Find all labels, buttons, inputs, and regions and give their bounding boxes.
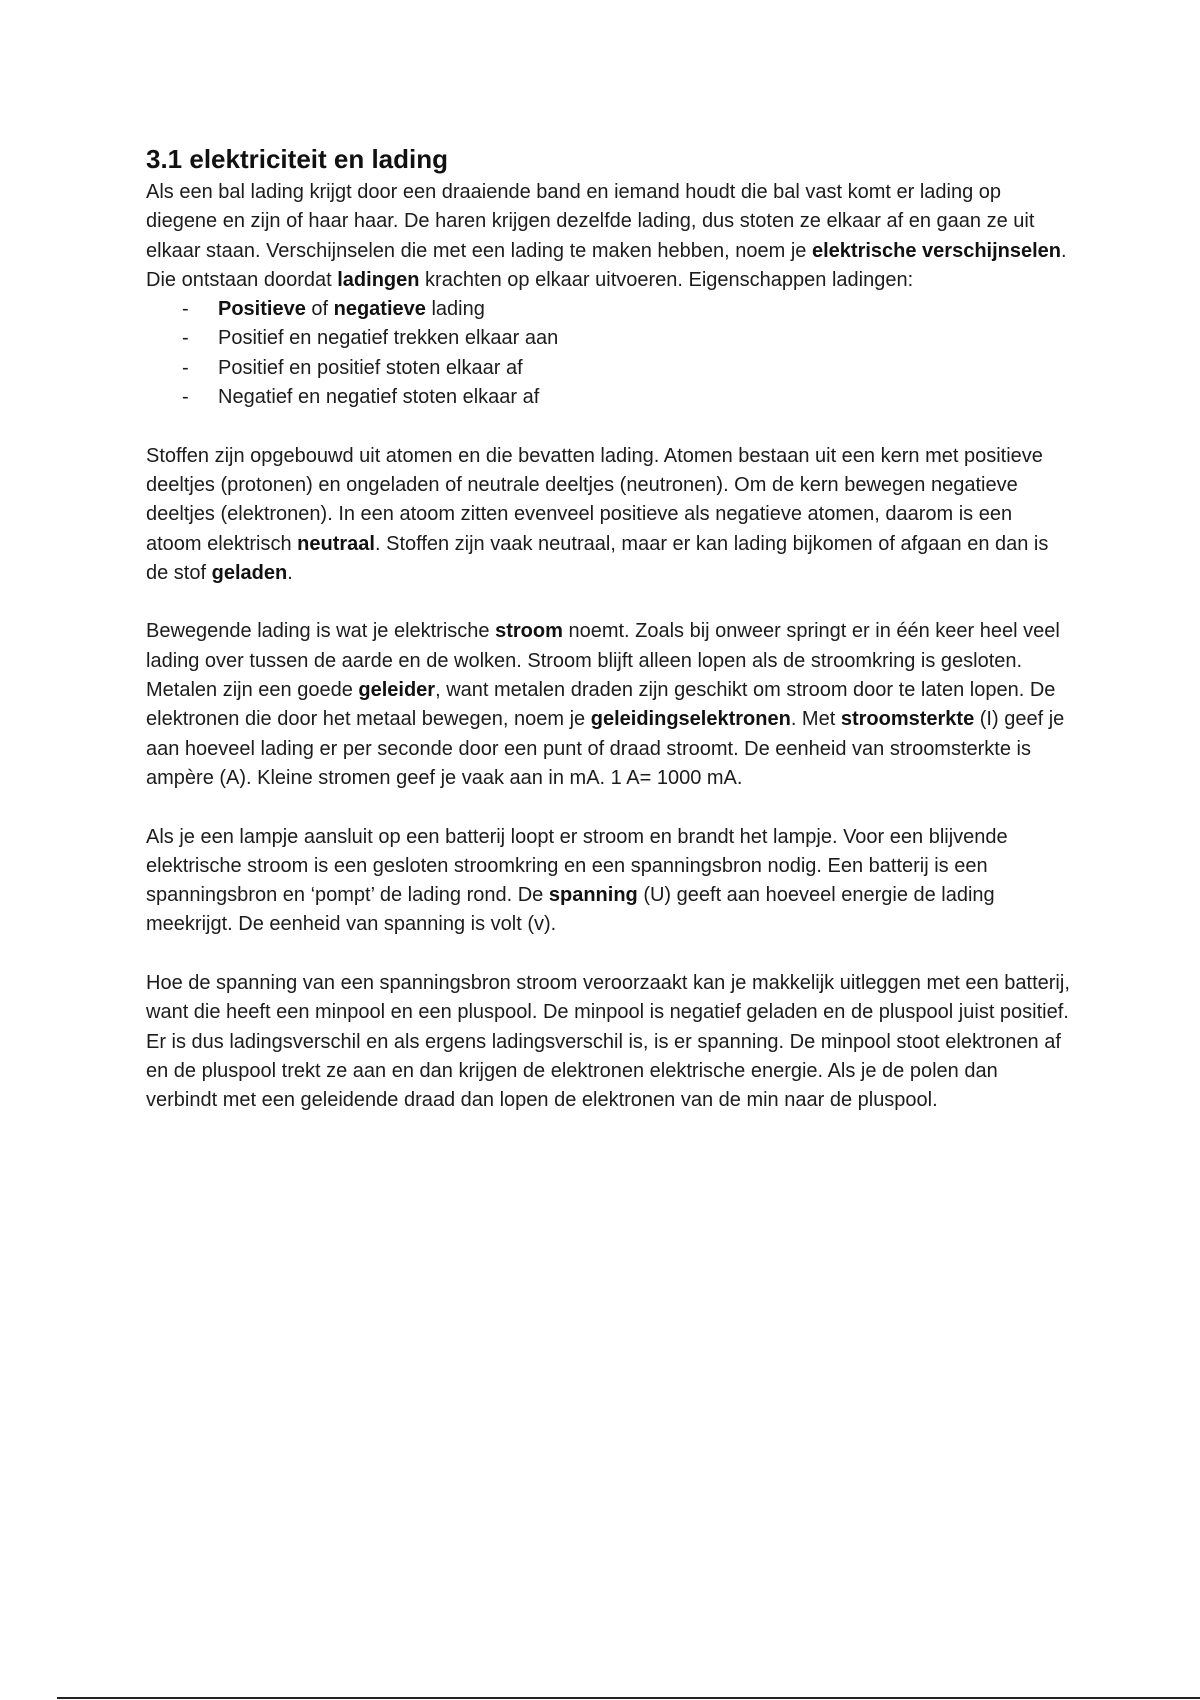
paragraph-intro: [146, 178, 1071, 295]
text-run: noemt. Zoals bij onweer springt er in één keer heel veel lading over tussen de aarde en de wolken. Stroom blijft alleen lopen als de stroomkring is gesloten. Metalen zijn een goede: [146, 620, 1060, 702]
text-run: Positief en negatief trekken elkaar aan: [218, 327, 559, 350]
bold-term: elektrische verschijnselen: [811, 239, 1062, 262]
text-run: of: [305, 298, 334, 321]
document-page: [146, 143, 1071, 1116]
bold-term: stroomsterkte: [840, 708, 975, 731]
list-item: [146, 295, 1071, 324]
bold-term: geleidingselektronen: [590, 708, 791, 731]
paragraph-current: [146, 617, 1071, 793]
bold-term: Positieve: [218, 298, 306, 321]
paragraph-atoms: [146, 442, 1071, 588]
paragraph-voltage: [146, 823, 1071, 940]
text-run: . Die ontstaan doordat: [146, 239, 1067, 291]
text-run: Bewegende lading is wat je elektrische: [146, 620, 496, 643]
text-run: Als je een lampje aansluit op een batterij loopt er stroom en brandt het lampje. Voor een blijvende elektrische stroom is een gesloten stroomkring en een spanningsbron nodig. Een batterij is een spanningsbron en ‘pompt’ de lading rond. De: [146, 825, 1008, 907]
text-run: (U) geeft aan hoeveel energie de lading meekrijgt. De eenheid van spanning is volt (v).: [146, 884, 995, 936]
text-run: lading: [425, 298, 485, 321]
list-item: [146, 354, 1071, 383]
text-run: krachten op elkaar uitvoeren. Eigenschappen ladingen:: [419, 268, 914, 291]
bold-term: stroom: [495, 620, 563, 643]
bold-term: ladingen: [337, 268, 420, 291]
dash-bullet: -: [182, 298, 189, 321]
bold-term: negatieve: [333, 298, 426, 321]
text-run: . Stoffen zijn vaak neutraal, maar er kan lading bijkomen of afgaan en dan is de stof: [146, 532, 1049, 584]
text-run: .: [287, 561, 293, 584]
text-run: , want metalen draden zijn geschikt om stroom door te laten lopen. De elektronen die door het metaal bewegen, noem je: [146, 679, 1056, 731]
dash-bullet: -: [182, 356, 189, 379]
bottom-divider: [57, 1697, 1200, 1699]
text-run: Stoffen zijn opgebouwd uit atomen en die bevatten lading. Atomen bestaan uit een kern met positieve deeltjes (protonen) en ongeladen of neutrale deeltjes (neutronen). Om de kern bewegen negatieve deeltjes (elektronen). In een atoom zitten evenveel positieve als negatieve atomen, daarom is een atoom elektrisch: [146, 444, 1043, 555]
page-title: 3.1 elektriciteit en lading: [146, 144, 448, 174]
list-item: [146, 383, 1071, 412]
text-run: Positief en positief stoten elkaar af: [218, 356, 523, 379]
text-run: Negatief en negatief stoten elkaar af: [218, 386, 540, 409]
dash-bullet: -: [182, 386, 189, 409]
text-run: Als een bal lading krijgt door een draaiende band en iemand houdt die bal vast komt er lading op diegene en zijn of haar haar. De haren krijgen dezelfde lading, dus stoten ze elkaar af en gaan ze uit elkaar staan. Verschijnselen die met een lading te maken hebben, noem je: [146, 181, 1035, 262]
dash-bullet: -: [182, 327, 189, 350]
bold-term: spanning: [548, 884, 638, 907]
bold-term: neutraal: [297, 532, 375, 555]
bold-term: geleider: [358, 679, 436, 702]
list-item: [146, 324, 1071, 353]
text-run: . Met: [790, 708, 841, 731]
bold-term: geladen: [211, 561, 288, 584]
paragraph-battery: Hoe de spanning van een spanningsbron stroom veroorzaakt kan je makkelijk uitleggen met een batterij, want die heeft een minpool en een pluspool. De minpool is negatief geladen en de pluspool juist positief. Er is dus ladingsverschil en als ergens ladingsverschil is, is er spanning. De minpool stoot elektronen af en de pluspool trekt ze aan en dan krijgen de elektronen elektrische energie. Als je de polen dan verbindt met een geleidende draad dan lopen de elektronen van de min naar de pluspool.: [146, 972, 1070, 1112]
text-run: (I) geef je aan hoeveel lading er per seconde door een punt of draad stroomt. De eenheid van stroomsterkte is ampère (A). Kleine stromen geef je vaak aan in mA. 1 A= 1000 mA.: [146, 708, 1065, 789]
properties-list: [146, 295, 1071, 412]
